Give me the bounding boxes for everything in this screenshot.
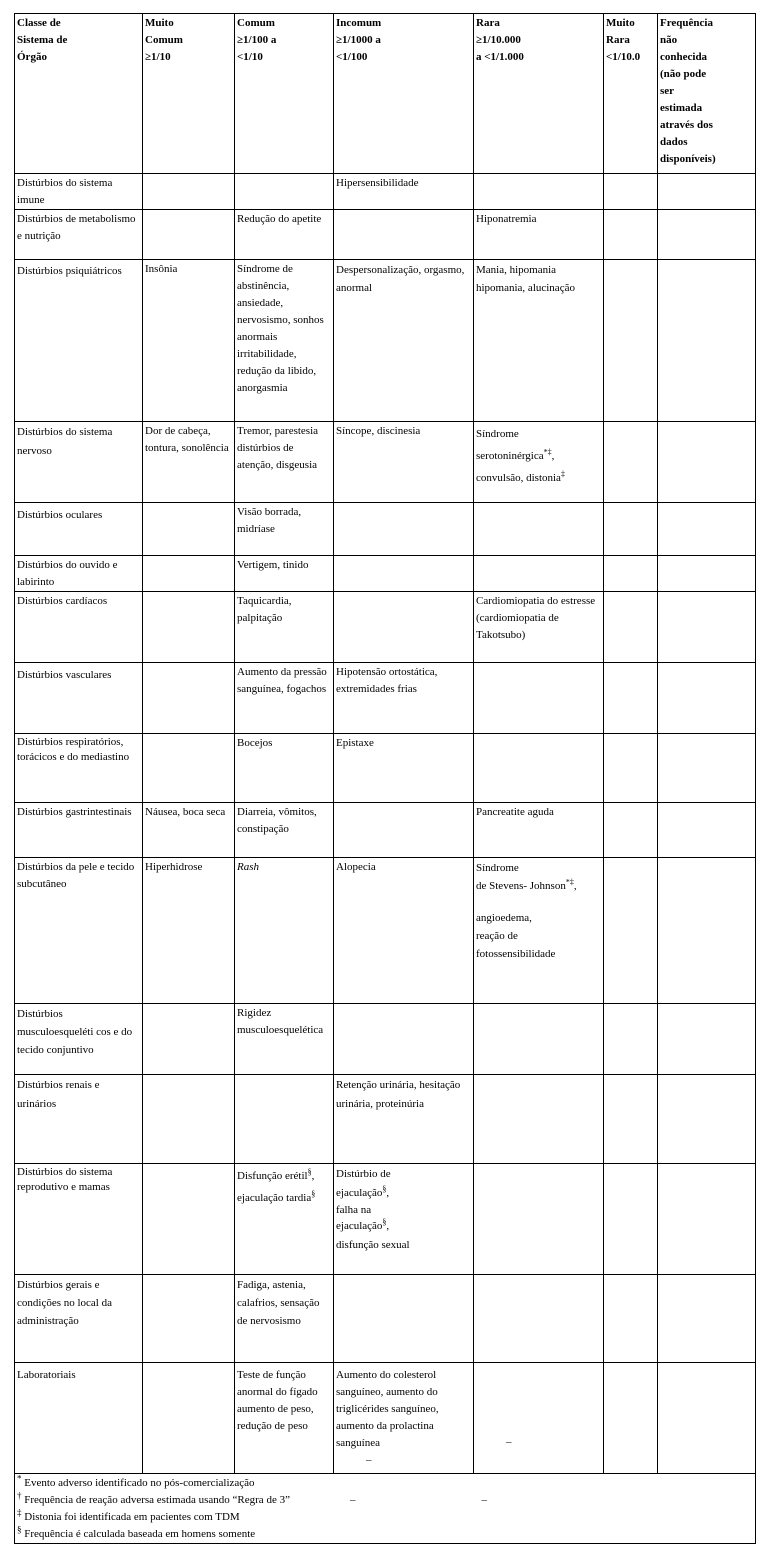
desconhecida-cell: [658, 260, 756, 422]
muito-rara-cell: [604, 210, 658, 260]
rara-cell: [474, 1275, 604, 1363]
table-row: [15, 503, 756, 556]
muito-rara-cell: [604, 734, 658, 803]
header-muito-comum: Muito Comum ≥1/10: [143, 14, 235, 174]
table-row: [15, 803, 756, 858]
table-row: [15, 210, 756, 260]
muito-comum-cell: [143, 1363, 235, 1474]
header-rara: Rara ≥1/10.000 a <1/1.000: [474, 14, 604, 174]
rara-cell: [474, 1075, 604, 1164]
table-row: [15, 174, 756, 210]
soc-cell: Distúrbios da pele e tecido subcutâneo: [15, 858, 143, 1004]
header-soc: Classe de Sistema de Órgão: [15, 14, 143, 174]
comum-cell: Teste de função anormal do fígado aumento de peso, redução de peso: [235, 1363, 334, 1474]
incomum-cell: Hipotensão ortostática, extremidades frias: [334, 663, 474, 734]
footnote: * Evento adverso identificado no pós-comercialização: [17, 1473, 255, 1489]
comum-cell: Fadiga, astenia, calafrios, sensação de nervosismo: [235, 1275, 334, 1363]
incomum-cell: [334, 1275, 474, 1363]
comum-cell: Redução do apetite: [235, 210, 334, 260]
footnotes-row: [15, 1474, 756, 1544]
comum-cell: Taquicardia, palpitação: [235, 592, 334, 663]
muito-rara-cell: [604, 422, 658, 503]
rara-cell: Mania, hipomania hipomania, alucinação: [474, 260, 604, 422]
comum-cell: [235, 1075, 334, 1164]
desconhecida-cell: [658, 663, 756, 734]
incomum-cell: Hipersensibilidade: [334, 174, 474, 210]
soc-cell: Distúrbios do sistema imune: [15, 174, 143, 210]
soc-cell: Distúrbios oculares: [15, 503, 143, 556]
table-row: [15, 858, 756, 1004]
footnotes: [15, 1474, 756, 1544]
dash-mark: –: [481, 1494, 487, 1506]
comum-cell: Rash: [235, 858, 334, 1004]
comum-cell: Aumento da pressão sanguínea, fogachos: [235, 663, 334, 734]
table-row: [15, 1275, 756, 1363]
rara-cell: [474, 1004, 604, 1075]
comum-cell: Disfunção erétil§, ejaculação tardia§: [235, 1164, 334, 1275]
comum-cell: Diarreia, vômitos, constipação: [235, 803, 334, 858]
muito-rara-cell: [604, 260, 658, 422]
muito-rara-cell: [604, 1363, 658, 1474]
rara-cell: [474, 503, 604, 556]
adverse-reactions-table: [14, 13, 756, 1544]
incomum-cell: Síncope, discinesia: [334, 422, 474, 503]
rara-cell: [474, 174, 604, 210]
desconhecida-cell: [658, 422, 756, 503]
rara-cell: Síndrome de Stevens- Johnson*‡, angioedema, reação de fotossensibilidade: [474, 858, 604, 1004]
muito-comum-cell: [143, 1275, 235, 1363]
muito-rara-cell: [604, 803, 658, 858]
rara-cell: Síndrome serotoninérgica*‡, convulsão, distonia‡: [474, 422, 604, 503]
desconhecida-cell: [658, 174, 756, 210]
desconhecida-cell: [658, 734, 756, 803]
muito-comum-cell: [143, 503, 235, 556]
muito-comum-cell: Dor de cabeça, tontura, sonolência: [143, 422, 235, 503]
soc-cell: Distúrbios psiquiátricos: [15, 260, 143, 422]
rara-cell: Cardiomiopatia do estresse (cardiomiopatia de Takotsubo): [474, 592, 604, 663]
desconhecida-cell: [658, 1004, 756, 1075]
header-frequencia-desconhecida: Frequência não conhecida (não pode ser estimada através dos dados disponíveis): [658, 14, 756, 174]
soc-cell: Distúrbios do ouvido e labirinto: [15, 556, 143, 592]
muito-comum-cell: [143, 592, 235, 663]
rara-cell: [474, 663, 604, 734]
comum-cell: [235, 174, 334, 210]
muito-comum-cell: [143, 556, 235, 592]
muito-rara-cell: [604, 556, 658, 592]
soc-cell: Distúrbios vasculares: [15, 663, 143, 734]
comum-cell: Rigidez musculoesquelética: [235, 1004, 334, 1075]
dash-mark: –: [366, 1454, 372, 1466]
header-comum: Comum ≥1/100 a <1/10: [235, 14, 334, 174]
soc-cell: Laboratoriais: [15, 1363, 143, 1474]
muito-comum-cell: [143, 1164, 235, 1275]
soc-cell: Distúrbios do sistema nervoso: [15, 422, 143, 503]
desconhecida-cell: [658, 503, 756, 556]
muito-rara-cell: [604, 1164, 658, 1275]
rara-cell: [474, 1164, 604, 1275]
muito-comum-cell: Náusea, boca seca: [143, 803, 235, 858]
table-row: [15, 260, 756, 422]
rara-cell: [474, 556, 604, 592]
rara-cell: Hiponatremia: [474, 210, 604, 260]
muito-rara-cell: [604, 174, 658, 210]
footnote: ‡ Distonia foi identificada em pacientes com TDM: [17, 1507, 240, 1523]
incomum-cell: [334, 556, 474, 592]
desconhecida-cell: [658, 1164, 756, 1275]
muito-comum-cell: [143, 734, 235, 803]
incomum-cell: Aumento do colesterol sanguíneo, aumento do triglicérides sanguíneo, aumento da prolactina sanguínea –: [334, 1363, 474, 1474]
rara-cell: Pancreatite aguda: [474, 803, 604, 858]
incomum-cell: [334, 503, 474, 556]
muito-rara-cell: [604, 592, 658, 663]
incomum-cell: Distúrbio de ejaculação§, falha na ejaculação§, disfunção sexual: [334, 1164, 474, 1275]
muito-rara-cell: [604, 503, 658, 556]
muito-comum-cell: Insônia: [143, 260, 235, 422]
muito-comum-cell: Hiperhidrose: [143, 858, 235, 1004]
dash-mark: –: [506, 1436, 512, 1448]
footnote: † Frequência de reação adversa estimada usando “Regra de 3” – –: [17, 1490, 487, 1506]
muito-comum-cell: [143, 663, 235, 734]
rara-cell: [474, 734, 604, 803]
comum-cell: Tremor, parestesia distúrbios de atenção, disgeusia: [235, 422, 334, 503]
soc-cell: Distúrbios cardíacos: [15, 592, 143, 663]
incomum-cell: Epistaxe: [334, 734, 474, 803]
table-row: [15, 1164, 756, 1275]
muito-rara-cell: [604, 1075, 658, 1164]
dash-mark: –: [349, 1494, 356, 1506]
soc-cell: Distúrbios musculoesqueléti cos e do tecido conjuntivo: [15, 1004, 143, 1075]
desconhecida-cell: [658, 1275, 756, 1363]
desconhecida-cell: [658, 858, 756, 1004]
desconhecida-cell: [658, 592, 756, 663]
comum-cell: Síndrome de abstinência, ansiedade, nervosismo, sonhos anormais irritabilidade, redução da libido, anorgasmia: [235, 260, 334, 422]
table-row: [15, 734, 756, 803]
incomum-cell: [334, 1004, 474, 1075]
muito-comum-cell: [143, 1075, 235, 1164]
soc-cell: Distúrbios renais e urinários: [15, 1075, 143, 1164]
muito-rara-cell: [604, 1275, 658, 1363]
muito-rara-cell: [604, 1004, 658, 1075]
desconhecida-cell: [658, 210, 756, 260]
muito-rara-cell: [604, 663, 658, 734]
table-row: [15, 1004, 756, 1075]
incomum-cell: Despersonalização, orgasmo, anormal: [334, 260, 474, 422]
incomum-cell: [334, 210, 474, 260]
desconhecida-cell: [658, 1075, 756, 1164]
footnote: § Frequência é calculada baseada em homens somente: [17, 1524, 256, 1540]
table-row: [15, 1075, 756, 1164]
table-row: [15, 556, 756, 592]
incomum-cell: [334, 803, 474, 858]
table-row: [15, 422, 756, 503]
rara-cell: [474, 1363, 604, 1474]
incomum-cell: [334, 592, 474, 663]
desconhecida-cell: [658, 556, 756, 592]
table-row: [15, 1363, 756, 1474]
desconhecida-cell: [658, 1363, 756, 1474]
muito-rara-cell: [604, 858, 658, 1004]
table-row: [15, 592, 756, 663]
header-muito-rara: Muito Rara <1/10.0: [604, 14, 658, 174]
soc-cell: Distúrbios gerais e condições no local da administração: [15, 1275, 143, 1363]
muito-comum-cell: [143, 1004, 235, 1075]
soc-cell: Distúrbios gastrintestinais: [15, 803, 143, 858]
desconhecida-cell: [658, 803, 756, 858]
header-row: [15, 14, 756, 174]
header-incomum: Incomum ≥1/1000 a <1/100: [334, 14, 474, 174]
soc-cell: Distúrbios de metabolismo e nutrição: [15, 210, 143, 260]
incomum-cell: Retenção urinária, hesitação urinária, proteinúria: [334, 1075, 474, 1164]
table-row: [15, 663, 756, 734]
comum-cell: Visão borrada, midríase: [235, 503, 334, 556]
comum-cell: Vertigem, tinido: [235, 556, 334, 592]
muito-comum-cell: [143, 210, 235, 260]
muito-comum-cell: [143, 174, 235, 210]
incomum-cell: Alopecia: [334, 858, 474, 1004]
comum-cell: Bocejos: [235, 734, 334, 803]
soc-cell: Distúrbios respiratórios, torácicos e do mediastino: [15, 734, 143, 803]
soc-cell: Distúrbios do sistema reprodutivo e mamas: [15, 1164, 143, 1275]
